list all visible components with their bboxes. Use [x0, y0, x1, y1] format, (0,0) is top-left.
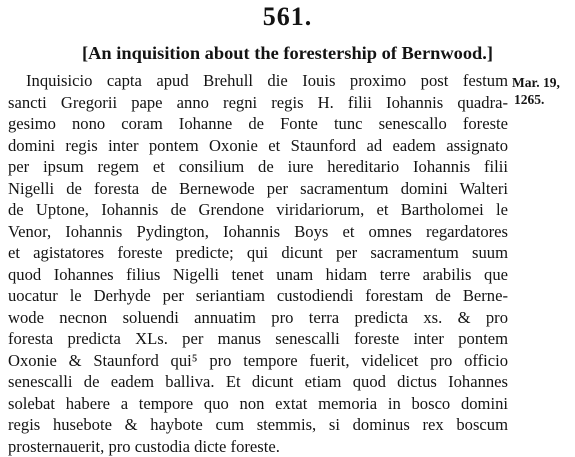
body-line: senescalli de eadem balliva. Et dicunt etiam quod dictus Iohannes: [8, 371, 508, 393]
body-line: regis husebote & haybote cum stemmis, si dominus rex boscum: [8, 414, 508, 436]
body-line: quod Iohannes filius Nigelli tenet unam hidam terre arabilis que: [8, 264, 508, 286]
body-line: Oxonie & Staunford qui⁵ pro tempore fuerit, videlicet pro officio: [8, 350, 508, 372]
inquisition-body: [8, 70, 508, 457]
body-line: Venor, Iohannis Pydington, Iohannis Boys et omnes regardatores: [8, 221, 508, 243]
body-line: domini regis inter pontem Oxonie et Staunford ad eadem assignato: [8, 135, 508, 157]
body-line: uocatur le Derhyde per seriantiam custodiendi forestam de Berne-: [8, 285, 508, 307]
margin-date-line: Mar. 19,: [512, 74, 574, 91]
margin-date-note: [512, 74, 574, 108]
body-line: Inquisicio capta apud Brehull die Iouis proximo post festum: [8, 70, 508, 92]
body-line: et agistatores foreste predicte; qui dicunt per sacramentum suum: [8, 242, 508, 264]
document-heading: [An inquisition about the forestership of Bernwood.]: [0, 42, 575, 64]
body-line: per ipsum regem et consilium de iure hereditario Iohannis filii: [8, 156, 508, 178]
body-line: prosternauerit, pro custodia dicte foreste.: [8, 436, 508, 457]
margin-year-line: 1265.: [512, 91, 574, 108]
body-line: gesimo nono coram Iohanne de Fonte tunc senescallo foreste: [8, 113, 508, 135]
body-line: foresta predicta XLs. per manus senescalli foreste inter pontem: [8, 328, 508, 350]
body-line: solebat habere a tempore quo non extat memoria in bosco domini: [8, 393, 508, 415]
body-line: Nigelli de foresta de Bernewode per sacramentum domini Walteri: [8, 178, 508, 200]
body-line: sancti Gregorii pape anno regni regis H. filii Iohannis quadra-: [8, 92, 508, 114]
body-line: de Uptone, Iohannis de Grendone viridariorum, et Bartholomei le: [8, 199, 508, 221]
document-number: 561.: [0, 2, 575, 32]
body-line: wode necnon soluendi annuatim pro terra predicta xs. & pro: [8, 307, 508, 329]
